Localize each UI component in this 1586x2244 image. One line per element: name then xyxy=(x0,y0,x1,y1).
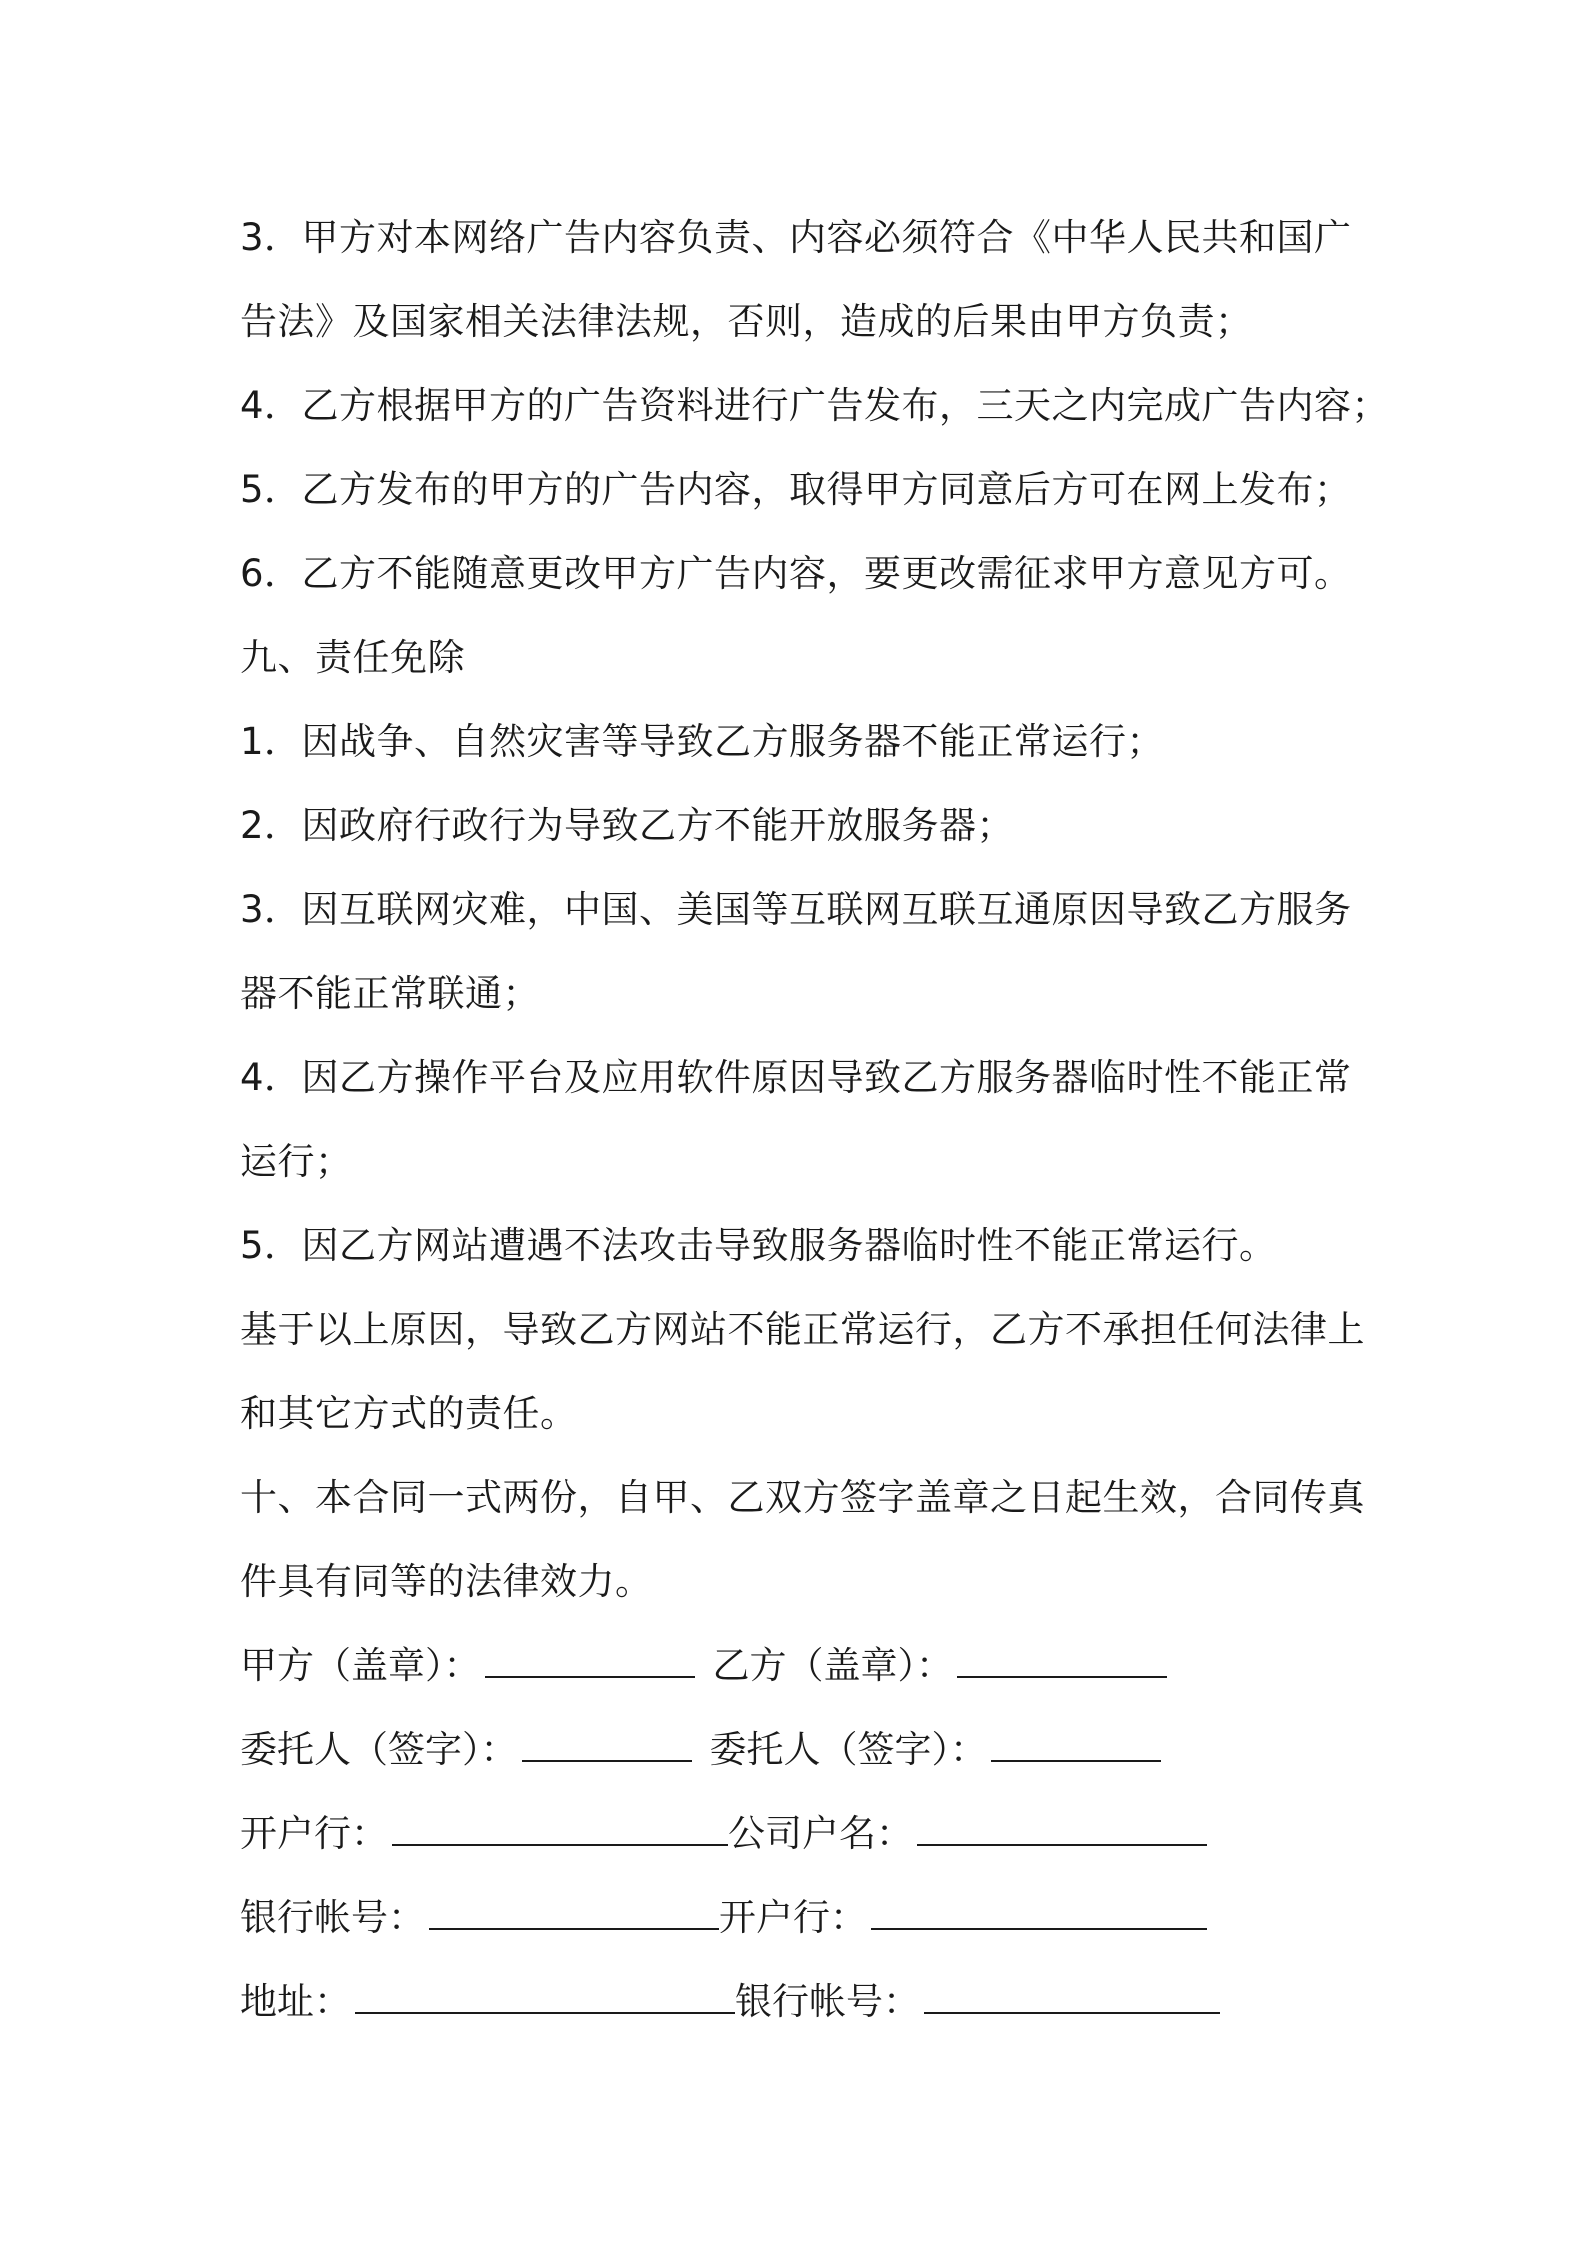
party-b-company-name-label: 公司户名： xyxy=(728,1812,913,1855)
party-b-agent-blank xyxy=(991,1730,1161,1762)
party-b-seal-label: 乙方（盖章）： xyxy=(712,1644,953,1687)
bank-row xyxy=(240,1792,1380,1876)
party-b-bank-label: 开户行： xyxy=(719,1896,867,1939)
agent-row xyxy=(240,1708,1380,1792)
contract-body xyxy=(240,196,1390,2044)
clause-5: 5．乙方发布的甲方的广告内容，取得甲方同意后方可在网上发布； xyxy=(240,468,1352,511)
exemption-3-line-1: 3．因互联网灾难，中国、美国等互联网互联互通原因导致乙方服务 xyxy=(240,888,1352,931)
party-b-agent-label: 委托人（签字）： xyxy=(709,1728,987,1771)
exemption-4-line-1: 4．因乙方操作平台及应用软件原因导致乙方服务器临时性不能正常 xyxy=(240,1056,1352,1099)
party-b-bank-field xyxy=(719,1876,1207,1960)
party-a-address-blank xyxy=(355,1982,735,2014)
party-a-address-field xyxy=(240,1960,735,2044)
clause-3-line-2: 告法》及国家相关法律法规，否则，造成的后果由甲方负责； xyxy=(240,300,1253,343)
party-a-account-label: 银行帐号： xyxy=(240,1896,425,1939)
exemption-5: 5．因乙方网站遭遇不法攻击导致服务器临时性不能正常运行。 xyxy=(240,1224,1277,1267)
section-9-heading: 九、责任免除 xyxy=(240,636,465,679)
party-a-account-field xyxy=(240,1876,719,1960)
party-a-seal-blank xyxy=(485,1646,695,1678)
clause-3-line-1: 3．甲方对本网络广告内容负责、内容必须符合《中华人民共和国广 xyxy=(240,216,1352,259)
party-a-seal-label: 甲方（盖章）： xyxy=(240,1644,481,1687)
party-a-bank-blank xyxy=(392,1814,728,1846)
account-row xyxy=(240,1876,1380,1960)
exemption-summary-line-1: 基于以上原因，导致乙方网站不能正常运行，乙方不承担任何法律上 xyxy=(240,1308,1365,1351)
exemption-1: 1．因战争、自然灾害等导致乙方服务器不能正常运行； xyxy=(240,720,1165,763)
party-b-account-field xyxy=(735,1960,1220,2044)
clause-6: 6．乙方不能随意更改甲方广告内容，要更改需征求甲方意见方可。 xyxy=(240,552,1352,595)
party-b-seal-blank xyxy=(957,1646,1167,1678)
party-a-bank-label: 开户行： xyxy=(240,1812,388,1855)
party-b-account-blank xyxy=(924,1982,1220,2014)
party-b-company-name-blank xyxy=(917,1814,1207,1846)
section-10-line-1: 十、本合同一式两份，自甲、乙双方签字盖章之日起生效，合同传真 xyxy=(240,1476,1365,1519)
party-b-bank-blank xyxy=(871,1898,1207,1930)
party-a-account-blank xyxy=(429,1898,719,1930)
party-a-agent-label: 委托人（签字）： xyxy=(240,1728,518,1771)
seal-row xyxy=(240,1624,1380,1708)
exemption-3-line-2: 器不能正常联通； xyxy=(240,972,540,1015)
party-b-company-name-field xyxy=(728,1792,1207,1876)
party-b-account-label: 银行帐号： xyxy=(735,1980,920,2023)
section-10-line-2: 件具有同等的法律效力。 xyxy=(240,1560,653,1603)
exemption-4-line-2: 运行； xyxy=(240,1140,353,1183)
party-a-address-label: 地址： xyxy=(240,1980,351,2023)
party-a-agent-blank xyxy=(522,1730,692,1762)
clause-4: 4．乙方根据甲方的广告资料进行广告发布，三天之内完成广告内容； xyxy=(240,384,1390,427)
party-a-seal-field xyxy=(240,1624,695,1708)
exemption-summary-line-2: 和其它方式的责任。 xyxy=(240,1392,578,1435)
exemption-2: 2．因政府行政行为导致乙方不能开放服务器； xyxy=(240,804,1015,847)
party-b-seal-field xyxy=(713,1624,1168,1708)
address-row xyxy=(240,1960,1380,2044)
party-b-agent-field xyxy=(710,1708,1162,1792)
party-a-agent-field xyxy=(240,1708,692,1792)
party-a-bank-field xyxy=(240,1792,728,1876)
